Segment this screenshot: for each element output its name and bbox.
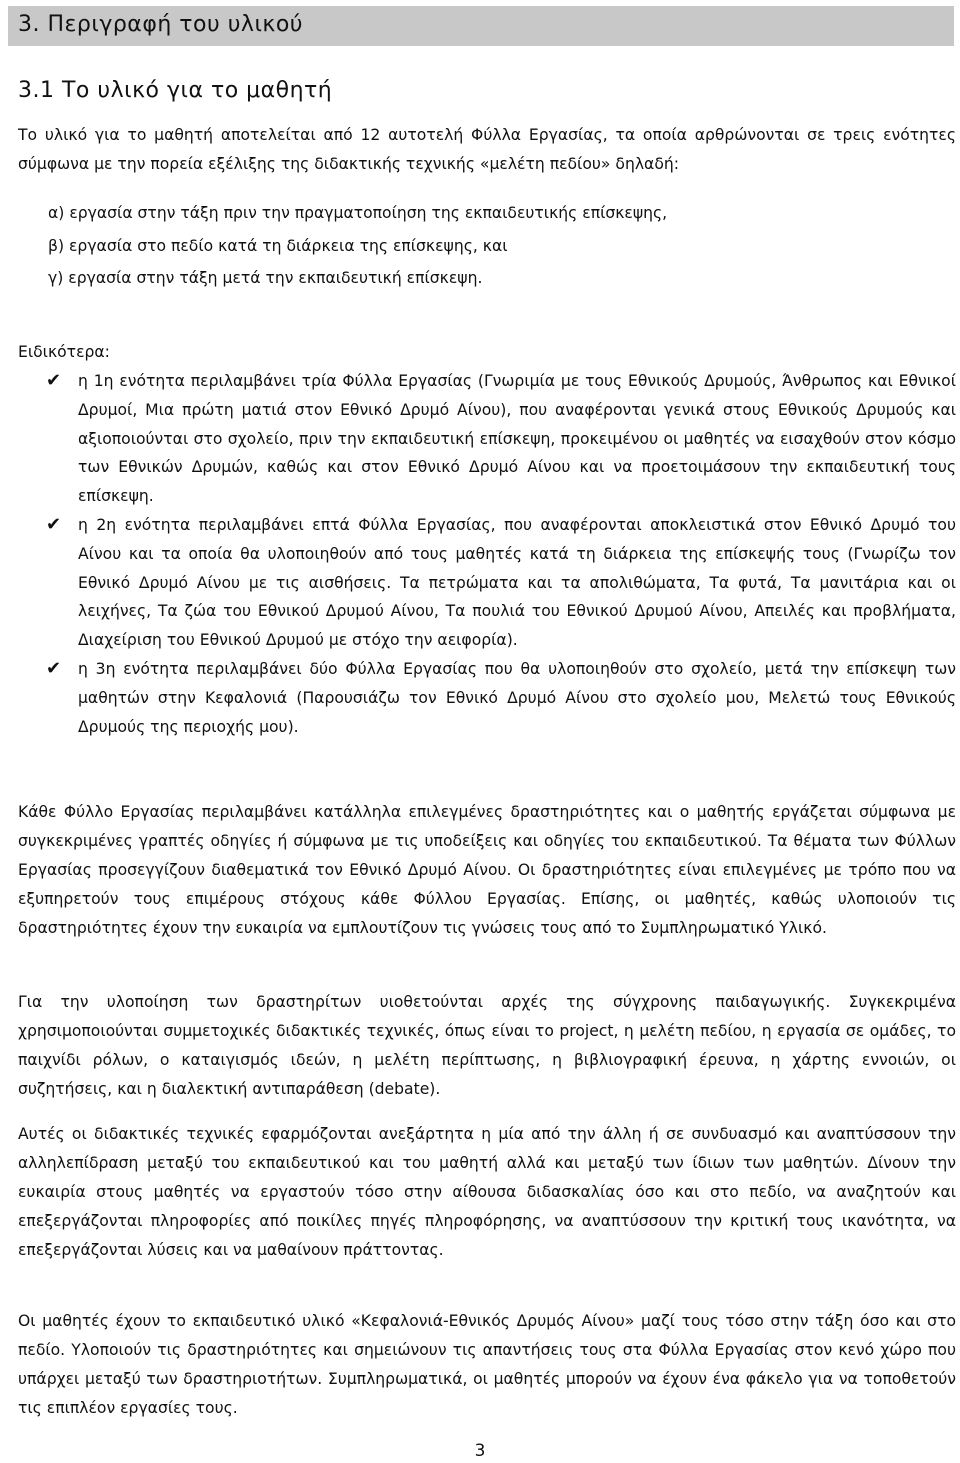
check-mark-icon: ✔ <box>46 370 62 391</box>
checklist-item-unit-1 <box>18 367 956 511</box>
checklist-item-text: η 1η ενότητα περιλαμβάνει τρία Φύλλα Εργασίας (Γνωριμία με τους Εθνικούς Δρυμούς, Άνθρωπος και Εθνικοί Δρυμοί, Μια πρώτη ματιά στον Εθνικό Δρυμό Αίνου), που αναφέρονται γενικά στους Εθνικούς Δρυμούς και αξιοποιούνται στο σχολείο, πριν την εκπαιδευτική επίσκεψη, προκειμένου οι μαθητές να εισαχθούν στον κόσμο των Εθνικών Δρυμών, καθώς και στον Εθνικό Δρυμό Αίνου και να προετοιμάσουν την εκπαιδευτική τους επίσκεψη. <box>78 372 956 506</box>
pedagogy-paragraph: Για την υλοποίηση των δραστηρίτων υιοθετούνται αρχές της σύγχρονης παιδαγωγικής. Συγκεκριμένα χρησιμοποιούνται συμμετοχικές διδακτικές τεχνικές, όπως είναι το project, η μελέτη πεδίου, η εργασία σε ομάδες, το παιχνίδι ρόλων, ο καταιγισμός ιδεών, η μελέτη περίπτωσης, η βιβλιογραφική έρευνα, η χάρτης εννοιών, οι συζητήσεις, και η διαλεκτική αντιπαράθεση (debate). <box>18 993 956 1098</box>
checklist-item-text: η 3η ενότητα περιλαμβάνει δύο Φύλλα Εργασίας που θα υλοποιηθούν στο σχολείο, μετά την επίσκεψη των μαθητών στην Κεφαλονιά (Παρουσιάζω τον Εθνικό Δρυμό Αίνου στο σχολείο μου, Μελετώ τους Εθνικούς Δρυμούς της περιοχής μου). <box>78 659 956 736</box>
phases-list <box>48 197 960 295</box>
checklist-item-text: η 2η ενότητα περιλαμβάνει επτά Φύλλα Εργασίας, που αναφέρονται αποκλειστικά στον Εθνικό Δρυμό του Αίνου και τα οποία θα υλοποιηθούν από τους μαθητές κατά τη διάρκεια της επίσκεψής τους (Γνωρίζω τον Εθνικό Δρυμό Αίνου με τις αισθήσεις. Τα πετρώματα και τα απολιθώματα, Τα φυτά, Τα μανιτάρια και οι λειχήνες, Τα ζώα του Εθνικού Δρυμού Αίνου, Τα πουλιά του Εθνικού Δρυμού Αίνου, Απειλές και προβλήματα, Διαχείριση του Εθνικού Δρυμού με στόχο την αειφορία). <box>78 515 956 650</box>
worksheet-paragraph: Κάθε Φύλλο Εργασίας περιλαμβάνει κατάλληλα επιλεγμένες δραστηριότητες και ο μαθητής εργάζεται σύμφωνα με συγκεκριμένες γραπτές οδηγίες ή σύμφωνα με τις υποδείξεις και οδηγίες του εκπαιδευτικού. Τα θέματα των Φύλλων Εργασίας προσεγγίζουν διαθεματικά τον Εθνικό Δρυμό Αίνου. Οι δραστηριότητες είναι επιλεγμένες με τρόπο που να εξυπηρετούν τους επιμέρους στόχους κάθε Φύλλου Εργασίας. Επίσης, οι μαθητές, καθώς υλοποιούν τις δραστηριότητες έχουν την ευκαιρία να εμπλουτίζουν τις γνώσεις τους από το Συμπληρωματικό Υλικό. <box>18 803 956 937</box>
checklist-item-unit-2 <box>18 511 956 655</box>
techniques-paragraph: Αυτές οι διδακτικές τεχνικές εφαρμόζονται ανεξάρτητα η μία από την άλλη ή σε συνδυασμό και αναπτύσσουν την αλληλεπίδραση μεταξύ του εκπαιδευτικού και του μαθητή αλλά και μεταξύ των ίδιων των μαθητών. Δίνουν την ευκαιρία στους μαθητές να εργαστούν τόσο στην αίθουσα διδασκαλίας όσο και στο πεδίο, να αναζητούν και επεξεργάζονται πληροφορίες από ποικίλες πηγές πληροφόρησης, να αναπτύσσουν την κριτική τους ικανότητα, να επεξεργάζονται λύσεις και να μαθαίνουν πράττοντας. <box>18 1125 956 1259</box>
materials-paragraph: Οι μαθητές έχουν το εκπαιδευτικό υλικό «Κεφαλονιά-Εθνικός Δρυμός Αίνου» μαζί τους τόσο στην τάξη όσο και στο πεδίο. Υλοποιούν τις δραστηριότητες και σημειώνουν τις απαντήσεις τους στα Φύλλα Εργασίας στον κενό χώρο που υπάρχει μεταξύ των δραστηριοτήτων. Συμπληρωματικά, οι μαθητές μπορούν να έχουν ένα φάκελο για να τοποθετούν τις επιπλέον εργασίες τους. <box>18 1312 956 1417</box>
page-number: 3 <box>474 1441 486 1461</box>
checklist-item-unit-3 <box>18 655 956 741</box>
phase-item-a: α) εργασία στην τάξη πριν την πραγματοποίηση της εκπαιδευτικής επίσκεψης, <box>48 204 668 222</box>
check-mark-icon: ✔ <box>46 513 62 535</box>
specifically-label: Ειδικότερα: <box>18 343 110 361</box>
phase-item-b: β) εργασία στο πεδίο κατά τη διάρκεια της επίσκεψης, και <box>48 236 508 255</box>
unit-checklist <box>18 367 956 741</box>
check-mark-icon: ✔ <box>46 657 62 679</box>
subsection-title: 3.1 Το υλικό για το μαθητή <box>18 78 333 103</box>
phase-item-c: γ) εργασία στην τάξη μετά την εκπαιδευτική επίσκεψη. <box>48 269 483 287</box>
section-title: 3. Περιγραφή του υλικού <box>18 12 304 37</box>
intro-paragraph: Το υλικό για το μαθητή αποτελείται από 12 αυτοτελή Φύλλα Εργασίας, τα οποία αρθρώνονται σε τρεις ενότητες σύμφωνα με την πορεία εξέλιξης της διδακτικής τεχνικής «μελέτη πεδίου» δηλαδή: <box>18 126 956 173</box>
